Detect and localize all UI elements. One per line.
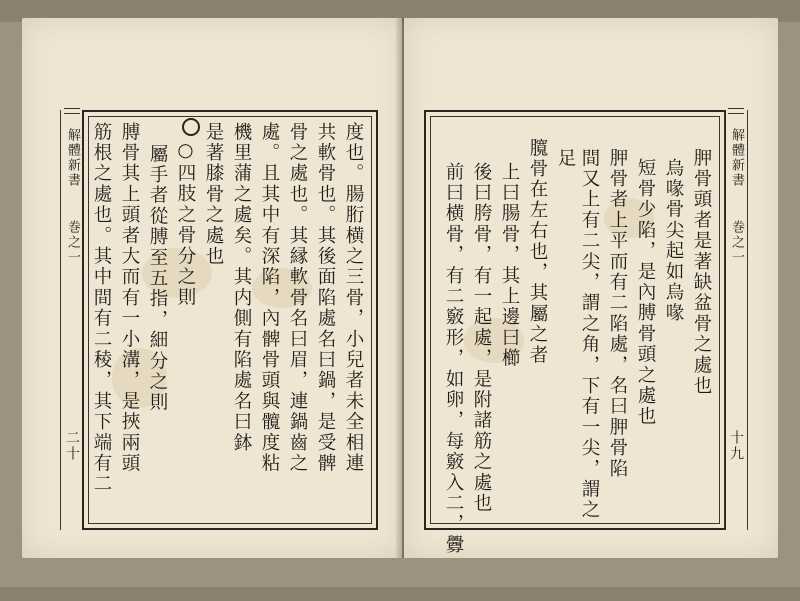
text-column: 前曰横骨，有二竅形，如卵，每竅入二，釁 — [443, 162, 464, 556]
text-column: 筋根之處也。其中間有二稜，其下端有二 — [91, 122, 112, 495]
text-column: 間又上有二尖，謂之角，下有一尖，謂之 — [579, 148, 600, 521]
text-column: 屬手者從膊至五指，細分之則 — [147, 144, 168, 414]
left-margin-volume: 巻之一 — [65, 220, 80, 265]
text-column: 是著膝骨之處也 — [203, 122, 224, 267]
right-margin-title: 解體新書 — [729, 128, 744, 188]
text-column: 短骨少陷，是內膊骨頭之處也 — [635, 158, 656, 428]
text-column: 胛骨者上平而有二陷處，名曰胛骨陷 — [607, 148, 628, 480]
text-column: 上曰腸骨，其上邊曰櫛 — [499, 162, 520, 369]
right-margin-column — [724, 110, 748, 530]
text-column: 後曰胯骨，有一起處，是附諸筋之處也 — [471, 162, 492, 514]
text-column: 機里蒲之處矣。其内側有陷處名曰鉢 — [231, 122, 252, 454]
text-column: ○四肢之骨分之則 — [175, 140, 196, 309]
text-column: 共軟骨也。其後面陷處名曰鍋，是受髀 — [315, 122, 336, 474]
text-column: 足 — [555, 148, 576, 169]
text-column: 骨之處也。其縁軟骨名曰眉，連鍋齒之 — [287, 122, 308, 474]
text-column: 膊骨其上頭者大而有一小溝，是挾兩頭 — [119, 122, 140, 474]
right-page-number: 十九 — [728, 430, 744, 462]
text-column: 處。且其中有深陷，內髀骨頭與髖度粘 — [259, 122, 280, 474]
left-margin-title: 解體新書 — [65, 128, 80, 188]
text-column: 臗骨在左右也，其屬之者 — [527, 138, 548, 366]
left-page-number: 二十 — [64, 430, 80, 462]
text-column: 度也。腸胻横之三骨，小兒者未全相連 — [343, 122, 364, 474]
left-margin-column — [60, 110, 84, 530]
fish-tail-mark — [61, 108, 83, 116]
text-column: 烏喙骨尖起如烏喙 — [663, 158, 684, 324]
right-margin-volume: 巻之一 — [729, 220, 744, 265]
circle-marker-icon — [182, 118, 200, 136]
fish-tail-mark — [725, 108, 747, 116]
text-column: 胛骨頭者是著缺盆骨之處也 — [691, 148, 712, 397]
left-page — [22, 18, 402, 558]
right-page — [404, 18, 778, 558]
